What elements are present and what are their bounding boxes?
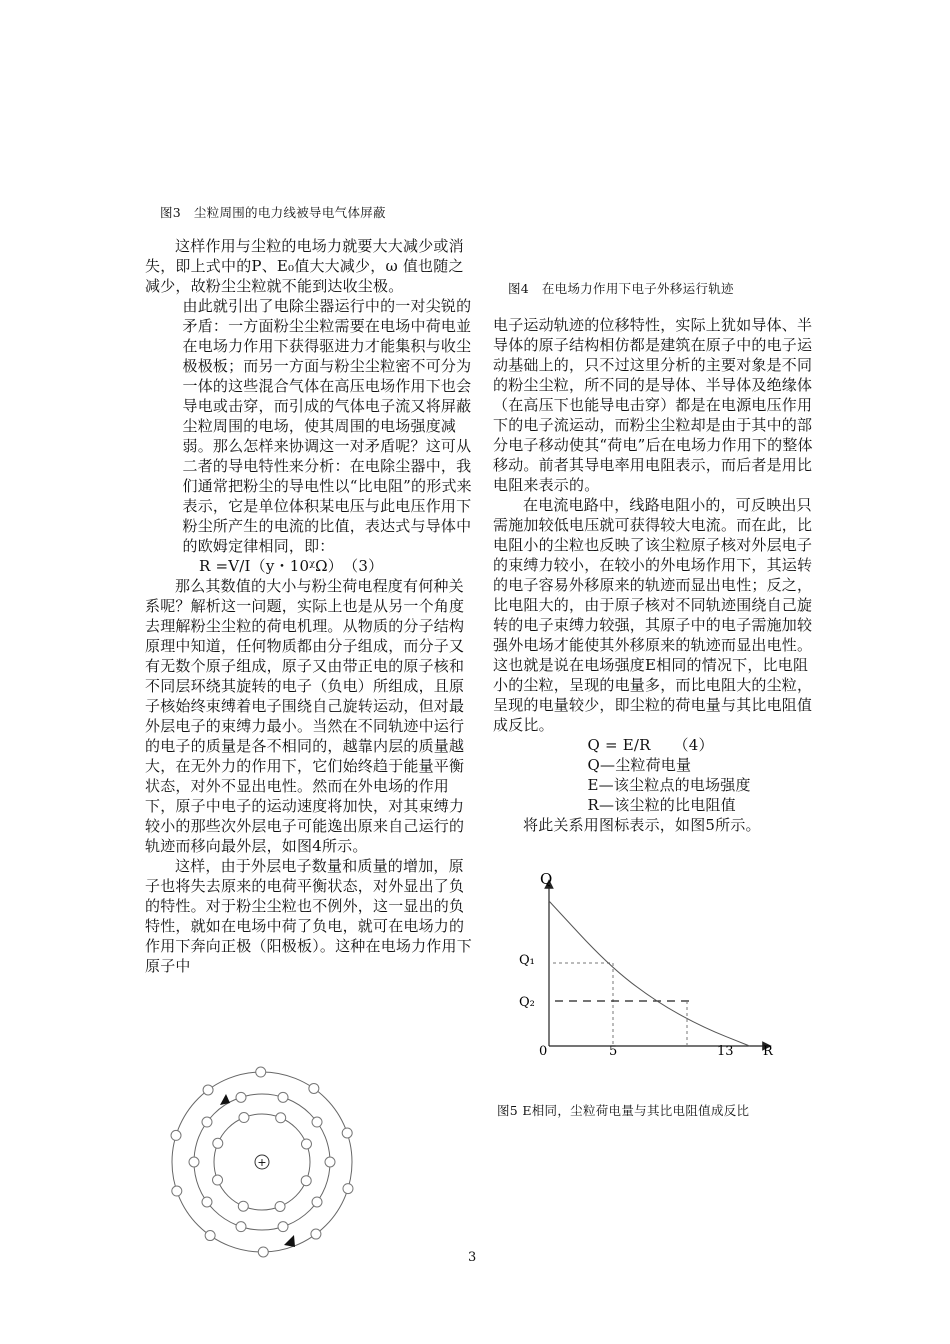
y-tick-q2: Q₂ bbox=[519, 995, 535, 1010]
right-paragraph-1: 电子运动轨迹的位移特性，实际上犹如导体、半导体的原子结构相仿都是建筑在原子中的电子运动基础上的，只不过这里分析的主要对象是不同的粉尘尘粒，所不同的是导体、半导体及绝缘体（在高压下也能导电击穿）都是在电源电压作用下的电子流运动，而粉尘尘粒却是由于其中的部分电子移动使其“荷电”后在电场力作用下的整体移动。前者其导电率用电阻表示，而后者是用比电阻来表示的。 bbox=[493, 316, 813, 494]
left-paragraph-4: 这样，由于外层电子数量和质量的增加，原子也将失去原来的电荷平衡状态，对外显出了负的特性。对于粉尘尘粒也不例外，这一显出的负特性，就如在电场中荷了负电，就可在电场力的作用下奔向正极（阳极板）。这种在电场力作用下原子中 bbox=[145, 857, 472, 975]
electron bbox=[203, 1085, 213, 1095]
electron bbox=[311, 1229, 321, 1239]
definition-r: R—该尘粒的比电阻值 bbox=[587, 796, 736, 814]
electron bbox=[171, 1130, 181, 1140]
left-paragraph-3: 那么其数值的大小与粉尘荷电程度有何种关系呢？解析这一问题，实际上也是从另一个角度去理解粉尘尘粒的荷电机理。从物质的分子结构原理中知道，任何物质都由分子组成，而分子又有无数个原子组成，原子又由带正电的原子核和不同层环绕其旋转的电子（负电）所组成，且原子核始终束缚着电子围绕自己旋转运动，但对最外层电子的束缚力最小。当然在不同轨迹中运行的电子的质量是各不相同的，越靠内层的质量越大，在无外力的作用下，它们始终趋于能量平衡状态，对外不显出电性。然而在外电场的作用下，原子中电子的运动速度将加快，对其束缚力较小的那些次外层电子可能逸出原来自己运行的轨迹而移向最外层，如图4所示。 bbox=[145, 577, 465, 855]
fig5-caption: 图5 E相同，尘粒荷电量与其比电阻值成反比 bbox=[497, 1103, 750, 1118]
electron bbox=[172, 1186, 182, 1196]
electron bbox=[278, 1222, 288, 1232]
definition-q: Q—尘粒荷电量 bbox=[587, 756, 692, 774]
electron bbox=[205, 1231, 215, 1241]
electron bbox=[325, 1157, 335, 1167]
electron bbox=[312, 1197, 322, 1207]
formula-3: R =V/I（y・10ᵡΩ） （3） bbox=[199, 557, 384, 575]
electron bbox=[278, 1092, 288, 1102]
electron bbox=[213, 1175, 223, 1185]
left-paragraph-1: 这样作用与尘粒的电场力就要大大减少或消失，即上式中的P、E₀值大大减少，ω 值也随之减少，故粉尘尘粒就不能到达收尘极。 bbox=[145, 237, 464, 295]
definition-e: E—该尘粒点的电场强度 bbox=[587, 776, 751, 794]
electron bbox=[236, 1222, 246, 1232]
electron bbox=[301, 1139, 311, 1149]
electron bbox=[312, 1117, 322, 1127]
page-number: 3 bbox=[468, 1250, 477, 1265]
electron bbox=[189, 1157, 199, 1167]
electron bbox=[276, 1113, 286, 1123]
electron bbox=[202, 1197, 212, 1207]
electron bbox=[202, 1117, 212, 1127]
formula-4: Q = E/R （4） bbox=[587, 736, 714, 754]
fig3-caption: 图3 尘粒周围的电力线被导电气体屏蔽 bbox=[160, 205, 386, 220]
right-column bbox=[493, 315, 819, 835]
electron bbox=[238, 1201, 248, 1211]
fig4-caption: 图4 在电场力作用下电子外移运行轨迹 bbox=[508, 281, 734, 296]
fig5-chart bbox=[505, 868, 805, 1068]
electron bbox=[213, 1138, 223, 1148]
atom-orbit-diagram bbox=[162, 1062, 362, 1262]
electron bbox=[256, 1067, 266, 1077]
left-column bbox=[145, 236, 472, 976]
x-tick-5: 5 bbox=[609, 1044, 618, 1059]
inverse-curve bbox=[549, 901, 750, 1046]
y-tick-q1: Q₁ bbox=[519, 953, 535, 968]
x-axis-label: R bbox=[763, 1044, 773, 1059]
x-tick-0: 0 bbox=[539, 1044, 548, 1059]
right-paragraph-2: 在电流电路中，线路电阻小的，可反映出只需施加较低电压就可获得较大电流。而在此，比电阻小的尘粒也反映了该尘粒原子核对外层电子的束缚力较小，在较小的外电场作用下，其运转的电子容易外移原来的轨迹而显出电性；反之，比电阻大的，由于原子核对不同轨迹围绕自己旋转的电子束缚力较强，其原子中的电子需施加较强外电场才能使其外移原来的轨迹而显出电性。这也就是说在电场强度E相同的情况下，比电阻小的尘粒，呈现的电量多，而比电阻大的尘粒，呈现的电量较少，即尘粒的荷电量与其比电阻值成反比。 bbox=[493, 496, 813, 734]
electron-move-arrow-bottom bbox=[284, 1235, 295, 1247]
electron bbox=[236, 1092, 246, 1102]
x-tick-13: 13 bbox=[717, 1044, 734, 1059]
electron bbox=[275, 1201, 285, 1211]
electron bbox=[309, 1083, 319, 1093]
electron bbox=[239, 1113, 249, 1123]
electron bbox=[342, 1128, 352, 1138]
right-paragraph-3: 将此关系用图标表示，如图5所示。 bbox=[523, 816, 761, 834]
y-axis-label: Q bbox=[540, 870, 553, 888]
nucleus-sign: + bbox=[257, 1156, 267, 1169]
electron bbox=[301, 1176, 311, 1186]
electron bbox=[258, 1247, 268, 1257]
left-paragraph-2: 由此就引出了电除尘器运行中的一对尖锐的矛盾：一方面粉尘尘粒需要在电场中荷电並在电场力作用下获得驱进力才能集积与收尘极极板；而另一方面与粉尘尘粒密不可分为一体的这些混合气体在高压电场作用下也会导电或击穿，而引成的气体电子流又将屏蔽尘粒周围的电场，使其周围的电场强度减弱。那么怎样来协调这一对矛盾呢？这可从二者的导电特性来分析：在电除尘器中，我们通常把粉尘的导电性以“比电阻”的形式来表示，它是单位体积某电压与此电压作用下粉尘所产生的电流的比值，表达式与导体中的欧姆定律相同，即： bbox=[182, 297, 472, 555]
electron bbox=[343, 1184, 353, 1194]
